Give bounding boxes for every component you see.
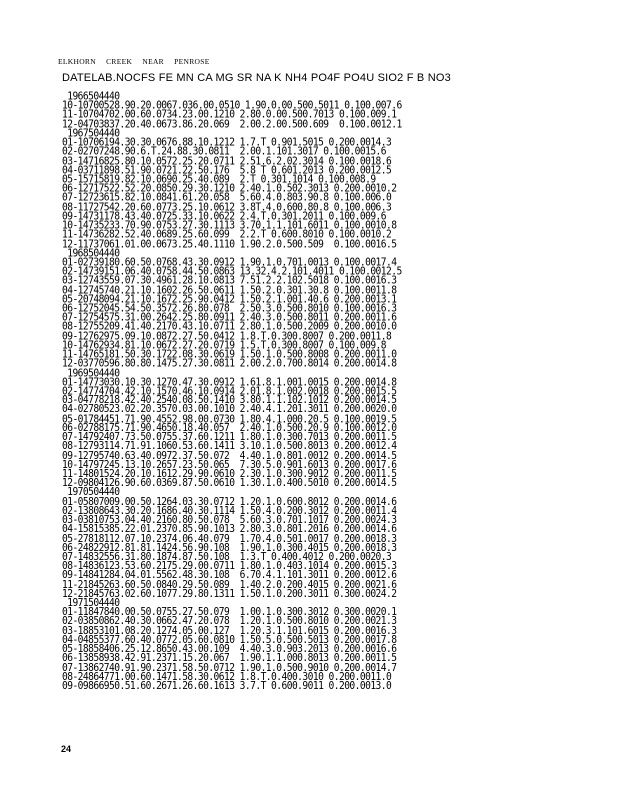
year-row: 1971504440	[62, 597, 120, 610]
data-row: 09-14841284.04.01.5562.48.30.108 6.70.4.1.101.3011 0.200.0012.6	[62, 569, 397, 582]
data-row: 09-14731178.43.40.0725.33.10.0622 2.4.T.0.301.2011 0.100.009.6	[62, 210, 387, 223]
data-row: 02-02707248.90.6.T.24.88.30.0811 2.00.1.101.3017 0.100.0015.6	[62, 145, 387, 159]
data-row: 10-14762934.81.10.0672.27.20.0719 1.5.T.0.300.8007 0.100.009.8	[62, 339, 387, 352]
station-label: ELKHORN CREEK NEAR PENROSE	[58, 57, 210, 66]
data-row: 06-12752045.54.50.3572.26.80.078 2.50.3.0.500.8010 0.100.0016.3	[62, 302, 397, 315]
data-row: 01-14773030.10.30.1270.47.30.0912 1.61.8.1.001.0015 0.200.0014.8	[62, 376, 397, 389]
data-table	[62, 90, 402, 693]
year-row: 1968504440	[62, 247, 120, 260]
data-row: 10-14797245.13.10.2657.23.50.065 7.30.5.0.901.6013 0.200.0017.6	[62, 458, 397, 472]
data-row: 03-18853101.08.20.1274.05.00.127 1.20.3.1.101.6015 0.200.0016.3	[62, 624, 397, 637]
data-row: 01-11847840.00.50.0755.27.50.079 1.00.1.0.300.3012 0.300.0020.1	[62, 606, 397, 619]
data-row: 05-18858406.25.12.8650.43.00.109 4.40.3.0.903.2013 0.200.0016.6	[62, 643, 397, 656]
data-row: 05-27818112.07.10.2374.06.40.079 1.70.4.0.501.0017 0.200.0018.3	[62, 532, 397, 545]
data-row: 01-10706194.30.30.0676.88.10.1212 1.7.T 0.901.5015 0.200.0014.3	[62, 136, 392, 150]
data-row: 12-03770596.80.80.1475.27.30.0811 2.00.2.0.700.8014 0.200.0014.8	[62, 357, 397, 371]
data-row: 08-11727542.20.60.0773.25.10.0612 3.8T.4.0.600.80.8 0.100.006.3	[62, 201, 392, 214]
data-row: 02-14739151.06.40.0758.44.50.0863 13.32.4.2.101.4011 0.100.0012.5	[62, 265, 402, 278]
data-row: 09-12762975.09.10.0872.27.50.0412 1.8.T.0.300.8007 0.200.0011.8	[62, 330, 392, 343]
data-row: 04-12745740.21.10.1602.26.50.0611 1.50.2.0.301.30.8 0.100.0011.8	[62, 284, 397, 297]
year-row: 1966504440	[62, 90, 120, 104]
data-row: 12-11737061.01.00.0673.25.40.1110 1.90.2.0.500.509 0.100.0016.5	[62, 238, 397, 251]
data-row: 11-14801524.20.10.1612.29.90.0610 2.30.1.0.300.9012 0.200.0011.5	[62, 468, 397, 481]
data-row: 04-04855377.60.40.0772.05.60.0810 1.50.5.0.500.5013 0.200.0017.8	[62, 633, 397, 647]
data-row: 11-14765181.50.30.1722.08.30.0619 1.50.1.0.500.8008 0.200.0011.0	[62, 348, 397, 361]
data-row: 07-13862740.91.90.2371.58.50.0712 1.90.1.0.500.9010 0.200.0014.7	[62, 661, 397, 674]
data-row: 05-15715819.82.10.0690.25.40.089 2.T 0.301.1014 0.100.008.9	[62, 173, 376, 186]
data-row: 11-10704702.00.60.0734.23.00.1210 2.80.0.00.500.7013 0.100.009.1	[62, 109, 397, 122]
data-row: 06-13858938.42.91.2371.15.20.067 1.90.1.1.000.8013 0.200.0011.5	[62, 652, 397, 665]
year-row: 1970504440	[62, 486, 120, 499]
data-row: 03-03810753.04.40.2160.80.50.078 5.60.3.0.701.1017 0.200.0024.3	[62, 514, 397, 527]
data-row: 07-12754575.31.00.2642.25.80.0911 2.40.3.0.500.8011 0.200.0011.6	[62, 311, 397, 324]
data-row: 03-12743559.07.30.4961.28.10.0813 7.51.2.2.102.5018 0.100.0016.3	[62, 274, 397, 288]
data-row: 04-03711898.51.90.0721.22.50.176 5.8 T 0.601.2013 0.200.0012.5	[62, 164, 392, 177]
column-header: DATELAB.NOCFS FE MN CA MG SR NA K NH4 PO4F PO4U SIO2 F B NO3	[62, 72, 451, 84]
data-row: 08-14836123.53.60.2175.29.00.0711 1.80.1.0.403.1014 0.200.0015.3	[62, 560, 397, 573]
data-row: 04-02780523.02.20.3570.03.00.1010 2.40.4.1.201.3011 0.200.0020.0	[62, 403, 397, 417]
data-row: 09-12795740.63.40.0972.37.50.072 4.40.1.0.801.0012 0.200.0014.5	[62, 449, 397, 463]
data-row: 10-14735233.70.90.0753.27.30.1113 3.70.1.1.101.6011 0.100.0010.8	[62, 219, 397, 232]
data-row: 10-10700528.90.20.0067.036.00.0510 1.90.0.00.500.5011 0.100.007.6	[62, 99, 402, 113]
year-row: 1967504440	[62, 127, 120, 140]
page-number: 24	[61, 744, 72, 754]
data-row: 01-05807009.00.50.1264.03.30.0712 1.20.1.0.600.8012 0.200.0014.6	[62, 495, 397, 509]
data-row: 08-24864771.00.60.1471.58.30.0612 1.8.T.0.400.3010 0.200.0011.0	[62, 670, 392, 683]
data-row: 08-12793114.71.91.1060.53.60.1411 3.10.1.0.500.8013 0.200.0012.4	[62, 440, 397, 453]
data-row: 08-12755209.41.40.2170.43.10.0711 2.80.1.0.500.2009 0.200.0010.0	[62, 320, 397, 334]
data-row: 12-04703837.20.40.0673.86.20.069 2.00.2.00.500.609 0.100.0012.1	[62, 118, 402, 131]
data-row: 09-09866950.51.60.2671.26.60.1613 3.7.T 0.600.9011 0.200.0013.0	[62, 679, 392, 693]
data-row: 02-13808643.30.20.1686.40.30.1114 1.50.4.0.200.3012 0.200.0011.4	[62, 504, 397, 518]
data-row: 04-15815385.22.01.2370.85.90.1013 2.80.3.0.801.2016 0.200.0014.6	[62, 523, 397, 536]
data-row: 06-02788175.71.90.4650.18.40.057 2.40.1.0.500.20.9 0.100.0012.0	[62, 422, 397, 435]
data-row: 11-21845263.60.50.0840.29.50.089 1.40.2.0.200.4015 0.200.0021.6	[62, 578, 397, 591]
data-row: 01-02739180.60.50.0768.43.30.0912 1.90.1.0.701.0013 0.100.0017.4	[62, 256, 397, 269]
data-row: 11-14736282.52.40.0689.25.60.099 2.2.T 0.600.8010 0.100.0010.2	[62, 228, 392, 242]
data-row: 02-03850862.40.30.0662.47.20.078 1.20.1.0.500.8010 0.200.0021.3	[62, 615, 397, 628]
data-row: 05-20748094.21.10.1672.25.90.0412 1.50.2.1.001.40.6 0.200.0013.1	[62, 293, 397, 306]
data-row: 06-12717522.52.20.0850.29.30.1210 2.40.1.0.502.3013 0.200.0010.2	[62, 182, 397, 196]
data-row: 02-14774704.42.10.1570.46.10.0914 2.01.8.1.002.0018 0.200.0015.5	[62, 385, 397, 398]
data-row: 12-09804126.90.60.0369.87.50.0610 1.30.1.0.400.5010 0.200.0014.5	[62, 477, 397, 490]
data-row: 03-04778218.42.40.2540.08.50.1410 3.80.1.1.102.1012 0.200.0014.5	[62, 394, 397, 407]
data-row: 03-14716825.80.10.0572.25.20.0711 2.51.6.2.02.3014 0.100.0018.6	[62, 155, 392, 168]
data-row: 05-01784451.71.90.4552.98.00.0730 1.80.4.1.000.20.5 0.100.0019.5	[62, 412, 397, 426]
year-row: 1969504440	[62, 366, 120, 380]
data-row: 07-12723615.82.10.0841.61.20.058 5.60.4.0.803.90.8 0.100.006.0	[62, 192, 392, 205]
data-row: 12-21845763.02.60.1077.29.80.1311 1.50.1.0.200.3011 0.300.0024.2	[62, 587, 397, 601]
data-row: 07-14792407.73.50.0755.37.60.1211 1.80.1.0.300.7013 0.200.0011.5	[62, 431, 397, 444]
data-row: 07-14832556.31.80.1874.87.50.108 1.3.T 0.400.4012 0.200.0020.3	[62, 551, 392, 564]
data-row: 06-24822912.81.81.1424.56.90.108 1.90.1.0.300.4015 0.200.0018.3	[62, 541, 397, 555]
